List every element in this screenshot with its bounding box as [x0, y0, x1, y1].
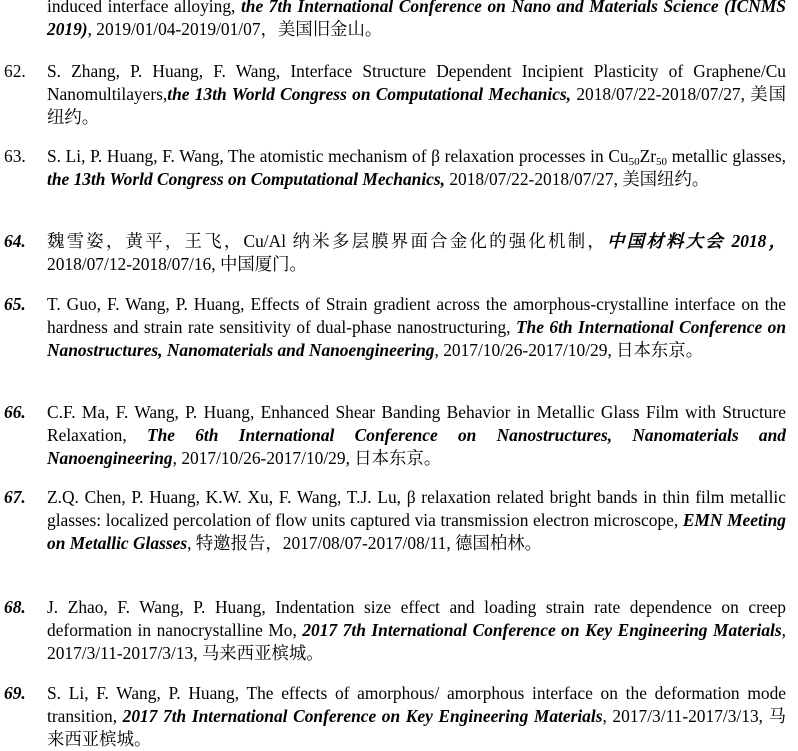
- entry-text-part: 2018/07/22-2018/07/27, 美国纽约。: [444, 169, 710, 189]
- entry-text-part: metallic glasses,: [667, 146, 786, 166]
- entry-text: [47, 60, 786, 129]
- entry-text-part: , 2019/01/04-2019/01/07，美国旧金山。: [87, 19, 383, 39]
- venue-name: EMN Meeting on Metallic Glasses: [47, 510, 787, 553]
- venue-name: the 7th International Conference on Nano and Materials Science (ICNMS 2019): [47, 0, 786, 39]
- reference-entry: [0, 293, 786, 362]
- reference-entry: [0, 401, 786, 470]
- entry-text-part: 2018/07/22-2018/07/27, 美国纽约。: [47, 84, 786, 127]
- entry-text-part: S. Zhang, P. Huang, F. Wang, Interface Structure Dependent Incipient Plasticity of Graphene/Cu Nanomultilayers,: [47, 61, 786, 104]
- entry-number: 66.: [4, 402, 26, 422]
- reference-entry: [0, 486, 786, 555]
- reference-entry: [0, 596, 786, 665]
- entry-text-part: S. Li, F. Wang, P. Huang, The effects of amorphous/ amorphous interface on the deformation mode transition,: [47, 683, 786, 726]
- subscript: 50: [628, 156, 640, 168]
- entry-text: [47, 682, 786, 751]
- entry-text: [47, 0, 786, 41]
- entry-text-part: 魏雪姿，黄平，王飞，Cu/Al 纳米多层膜界面合金化的强化机制，: [47, 231, 608, 251]
- entry-text: [47, 401, 786, 470]
- entry-text-part: , 特邀报告，2017/08/07-2017/08/11, 德国柏林。: [187, 533, 542, 553]
- entry-text-part: J. Zhao, F. Wang, P. Huang, Indentation size effect and loading strain rate dependence on creep deformation in nanocrystalline Mo,: [47, 597, 786, 640]
- reference-entry: [0, 682, 786, 751]
- entry-number: 67.: [4, 487, 26, 507]
- entry-text-part: 2018/07/12-2018/07/16, 中国厦门。: [47, 254, 307, 274]
- entry-number: 65.: [4, 294, 26, 314]
- entry-number: 68.: [4, 597, 26, 617]
- entry-text: [47, 230, 786, 276]
- entry-number: 69.: [4, 683, 26, 703]
- entry-text-part: T. Guo, F. Wang, P. Huang, Effects of Strain gradient across the amorphous-crystalline interface on the hardness and strain rate sensitivity of dual-phase nanostructuring,: [47, 294, 786, 337]
- venue-name: 2017 7th International Conference on Key Engineering Materials: [302, 620, 782, 640]
- entry-text-part: , 2017/10/26-2017/10/29, 日本东京。: [172, 448, 442, 468]
- entry-text-part: , 2017/3/11-2017/3/13, 马来西亚槟城。: [47, 620, 786, 663]
- entry-text: [47, 596, 786, 665]
- entry-text: [47, 293, 786, 362]
- entry-text-part: , 2017/3/11-2017/3/13, 马来西亚槟城。: [47, 706, 786, 749]
- entry-text: [47, 145, 786, 191]
- reference-entry: [0, 0, 786, 41]
- reference-entry: [0, 145, 786, 191]
- entry-text-part: induced interface alloying,: [47, 0, 241, 16]
- reference-entry: [0, 230, 786, 276]
- entry-number: 63.: [4, 146, 26, 166]
- venue-name: the 13th World Congress on Computational Mechanics,: [47, 169, 445, 189]
- venue-name: The 6th International Conference on Nanostructures, Nanomaterials and Nanoengineering: [47, 425, 786, 468]
- entry-text-part: Z.Q. Chen, P. Huang, K.W. Xu, F. Wang, T.J. Lu, β relaxation related bright bands in thin film metallic glasses: localized percolation of flow units captured via transmission electron microscope,: [47, 487, 786, 530]
- entry-text-part: C.F. Ma, F. Wang, P. Huang, Enhanced Shear Banding Behavior in Metallic Glass Film with Structure Relaxation,: [47, 402, 786, 445]
- subscript: 50: [656, 156, 668, 168]
- entry-text-part: S. Li, P. Huang, F. Wang, The atomistic mechanism of β relaxation processes in Cu: [47, 146, 629, 166]
- entry-number: 62.: [4, 61, 26, 81]
- venue-name: 中国材料大会 2018，: [607, 231, 786, 251]
- entry-text-part: , 2017/10/26-2017/10/29, 日本东京。: [434, 340, 704, 360]
- entry-number: 64.: [4, 231, 26, 251]
- venue-name: the 13th World Congress on Computational Mechanics,: [167, 84, 572, 104]
- entry-text-part: Zr: [639, 146, 657, 166]
- reference-entry: [0, 60, 786, 129]
- entry-text: [47, 486, 786, 555]
- venue-name: 2017 7th International Conference on Key Engineering Materials: [122, 706, 603, 726]
- venue-name: The 6th International Conference on Nanostructures, Nanomaterials and Nanoengineering: [47, 317, 787, 360]
